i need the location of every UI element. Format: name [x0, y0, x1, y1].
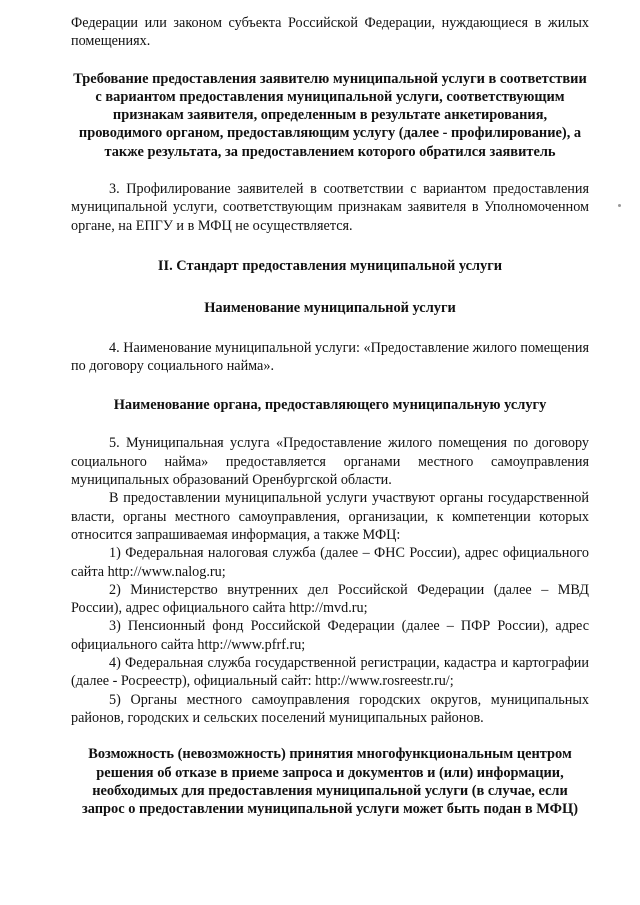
document-page — [71, 14, 589, 818]
heading-section-2: II. Стандарт предоставления муниципальной услуги — [157, 257, 503, 274]
list-item-4: 4) Федеральная служба государственной регистрации, кадастра и картографии (далее - Росреестр), официальный сайт: http://www.rosreestr.ru/; — [71, 655, 589, 690]
paragraph-5b: В предоставлении муниципальной услуги участвуют органы государственной власти, органы местного самоуправления, организации, к компетенции которых относится запрашиваемая информация, а также МФЦ: — [71, 490, 589, 543]
heading-service-name: Наименование муниципальной услуги — [204, 300, 456, 317]
list-item-1: 1) Федеральная налоговая служба (далее – ФНС России), адрес официального сайта http://www.nalog.ru; — [71, 545, 589, 580]
scan-dot — [618, 204, 621, 207]
paragraph-3: 3. Профилирование заявителей в соответствии с вариантом предоставления муниципальной услуги, соответствующим признакам заявителя в Уполномоченном органе, на ЕПГУ и в МФЦ не осуществляется. — [71, 181, 589, 234]
heading-mfc: Возможность (невозможность) принятия многофункциональным центром решения об отказе в приеме запроса и документов и (или) информации, необходимых для предоставления муниципальной услуги (в случае, если запрос о предоставлении муниципальной услуги может быть подан в МФЦ) — [81, 746, 579, 818]
heading-profiling: Требование предоставления заявителю муниципальной услуги в соответствии с вариантом предоставления муниципальной услуги, соответствующим признакам заявителя, определенным в результате анкетирования, проводимого органом, предоставляющим услугу (далее - профилирование), а также результата, за предоставлением которого обратился заявитель — [73, 70, 587, 160]
paragraph-4: 4. Наименование муниципальной услуги: «Предоставление жилого помещения по договору социального найма». — [71, 339, 589, 374]
intro-paragraph: Федерации или законом субъекта Российской Федерации, нуждающиеся в жилых помещениях. — [71, 15, 589, 50]
list-item-5: 5) Органы местного самоуправления городских округов, муниципальных районов, городских и сельских поселений муниципальных районов. — [71, 691, 589, 726]
paragraph-5: 5. Муниципальная услуга «Предоставление жилого помещения по договору социального найма» предоставляется органами местного самоуправления муниципальных образований Оренбургской области. — [71, 435, 589, 489]
heading-organ-name: Наименование органа, предоставляющего муниципальную услугу — [113, 397, 547, 414]
list-item-3: 3) Пенсионный фонд Российской Федерации (далее – ПФР России), адрес официального сайта http://www.pfrf.ru; — [71, 618, 589, 653]
list-item-2: 2) Министерство внутренних дел Российской Федерации (далее – МВД России), адрес официального сайта http://mvd.ru; — [71, 581, 589, 617]
